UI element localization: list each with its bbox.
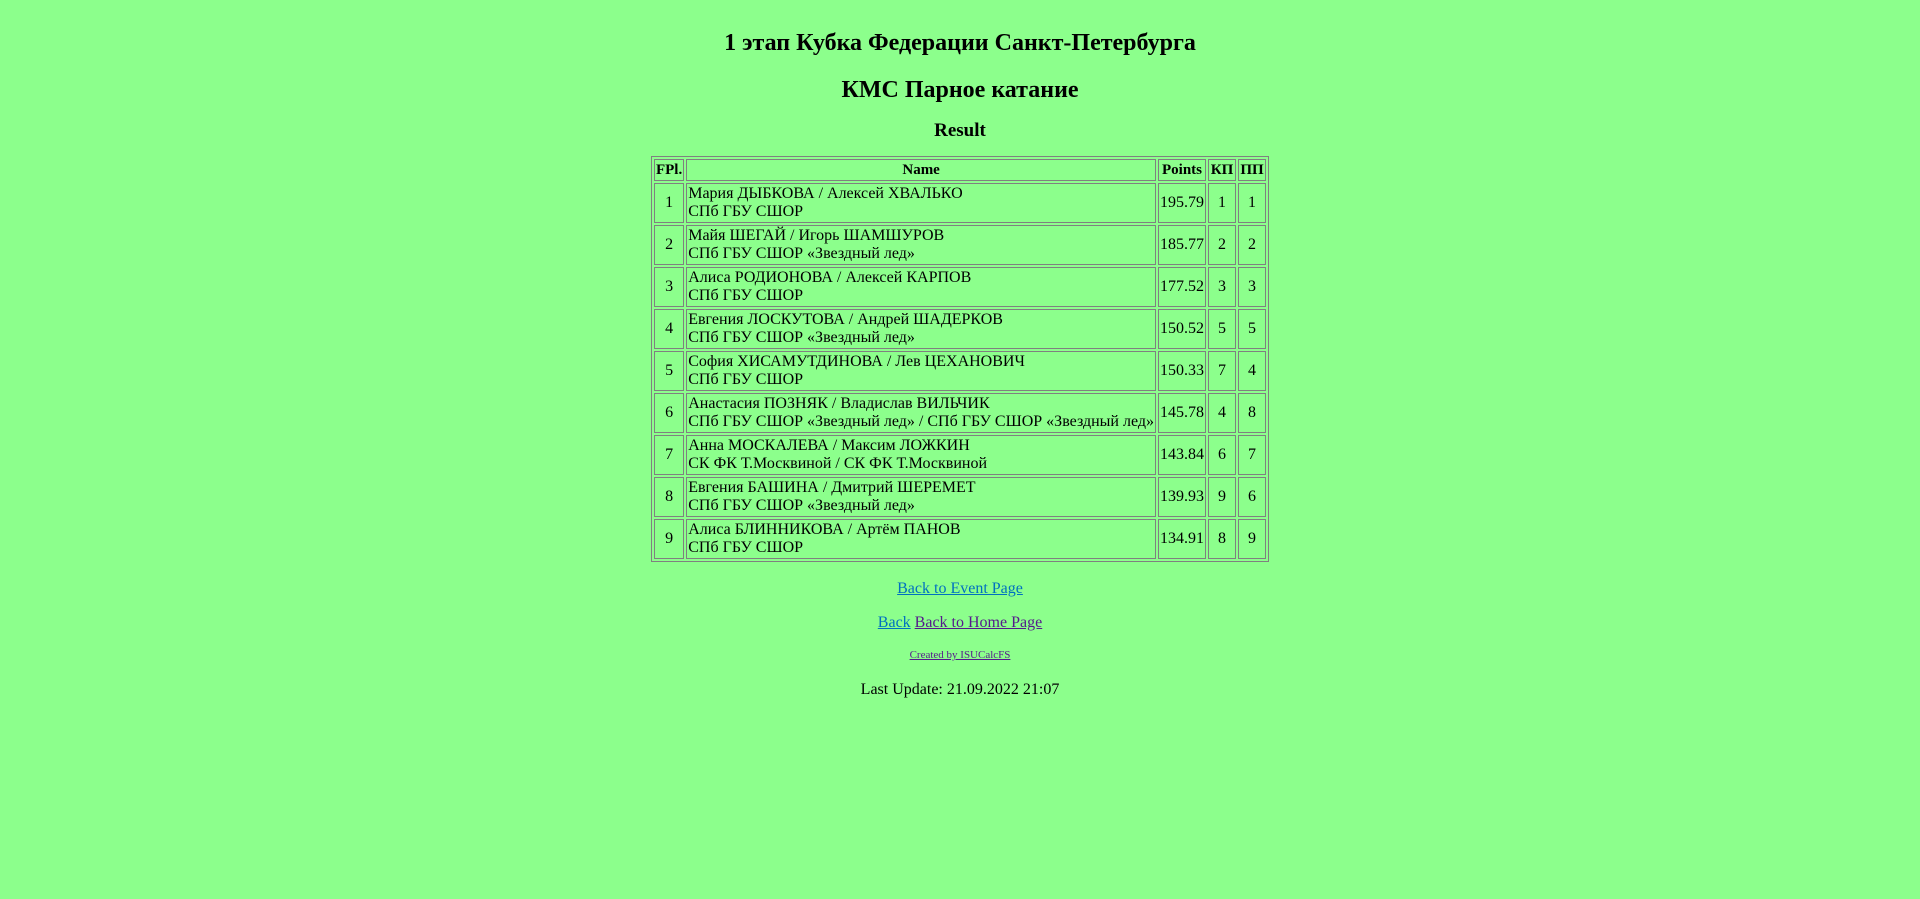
name-cell [686,183,1156,223]
free-skating-rank-cell: 4 [1238,351,1266,391]
skaters-name: Алиса РОДИОНОВА / Алексей КАРПОВ [688,269,972,286]
club-name: СПб ГБУ СШОР «Звездный лед» [688,245,915,262]
name-cell [686,435,1156,475]
category-title: КМС Парное катание [841,77,1079,103]
club-name: СПб ГБУ СШОР [688,287,804,304]
name-cell [686,309,1156,349]
points-cell: 185.77 [1158,225,1206,265]
place-cell: 9 [654,519,684,559]
skaters-name: Евгения БАШИНА / Дмитрий ШЕРЕМЕТ [688,479,976,496]
last-update: Last Update: 21.09.2022 21:07 [860,681,1060,698]
results-table [651,156,1269,562]
club-name: СПб ГБУ СШОР «Звездный лед» / СПб ГБУ СШОР «Звездный лед» [688,413,1155,430]
created-by-link[interactable]: Created by ISUCalcFS [909,649,1011,661]
free-skating-rank-cell: 9 [1238,519,1266,559]
short-program-rank-cell: 5 [1208,309,1236,349]
column-header-free-skating: ПП [1238,159,1266,181]
table-row [654,267,1266,307]
free-skating-rank-cell: 3 [1238,267,1266,307]
navigation-links [0,562,1920,699]
name-cell [686,519,1156,559]
column-header-points: Points [1158,159,1206,181]
points-cell: 195.79 [1158,183,1206,223]
back-link[interactable]: Back [877,614,911,631]
back-to-event-page-link[interactable]: Back to Event Page [897,580,1023,597]
place-cell: 1 [654,183,684,223]
name-cell [686,351,1156,391]
place-cell: 4 [654,309,684,349]
table-row [654,393,1266,433]
free-skating-rank-cell: 7 [1238,435,1266,475]
event-link-line [0,562,1920,598]
points-cell: 134.91 [1158,519,1206,559]
table-header-row [654,159,1266,181]
place-cell: 8 [654,477,684,517]
points-cell: 177.52 [1158,267,1206,307]
club-name: СПб ГБУ СШОР [688,203,804,220]
back-links-line [0,598,1920,632]
club-name: СК ФК Т.Москвиной / СК ФК Т.Москвиной [688,455,988,472]
points-cell: 150.33 [1158,351,1206,391]
short-program-rank-cell: 7 [1208,351,1236,391]
table-row [654,435,1266,475]
place-cell: 6 [654,393,684,433]
skaters-name: Евгения ЛОСКУТОВА / Андрей ШАДЕРКОВ [688,311,1003,328]
column-header-name: Name [686,159,1156,181]
skaters-name: София ХИСАМУТДИНОВА / Лев ЦЕХАНОВИЧ [688,353,1025,370]
skaters-name: Анастасия ПОЗНЯК / Владислав ВИЛЬЧИК [688,395,990,412]
points-cell: 145.78 [1158,393,1206,433]
free-skating-rank-cell: 6 [1238,477,1266,517]
segment-title: Result [934,120,986,141]
skaters-name: Майя ШЕГАЙ / Игорь ШАМШУРОВ [688,227,945,244]
name-cell [686,267,1156,307]
place-cell: 2 [654,225,684,265]
short-program-rank-cell: 9 [1208,477,1236,517]
club-name: СПб ГБУ СШОР [688,539,804,556]
name-cell [686,477,1156,517]
event-title: 1 этап Кубка Федерации Санкт-Петербурга [724,30,1196,56]
short-program-rank-cell: 4 [1208,393,1236,433]
column-header-short-program: КП [1208,159,1236,181]
table-row [654,183,1266,223]
skaters-name: Алиса БЛИННИКОВА / Артём ПАНОВ [688,521,961,538]
skaters-name: Анна МОСКАЛЕВА / Максим ЛОЖКИН [688,437,970,454]
table-row [654,477,1266,517]
table-row [654,225,1266,265]
short-program-rank-cell: 6 [1208,435,1236,475]
club-name: СПб ГБУ СШОР «Звездный лед» [688,497,915,514]
skaters-name: Мария ДЫБКОВА / Алексей ХВАЛЬКО [688,185,963,202]
club-name: СПб ГБУ СШОР [688,371,804,388]
table-row [654,351,1266,391]
points-cell: 139.93 [1158,477,1206,517]
place-cell: 7 [654,435,684,475]
created-by-line [0,632,1920,662]
free-skating-rank-cell: 8 [1238,393,1266,433]
place-cell: 3 [654,267,684,307]
table-row [654,309,1266,349]
club-name: СПб ГБУ СШОР «Звездный лед» [688,329,915,346]
column-header-place: FPl. [654,159,684,181]
short-program-rank-cell: 1 [1208,183,1236,223]
points-cell: 150.52 [1158,309,1206,349]
free-skating-rank-cell: 5 [1238,309,1266,349]
table-row [654,519,1266,559]
free-skating-rank-cell: 2 [1238,225,1266,265]
free-skating-rank-cell: 1 [1238,183,1266,223]
short-program-rank-cell: 3 [1208,267,1236,307]
short-program-rank-cell: 8 [1208,519,1236,559]
place-cell: 5 [654,351,684,391]
name-cell [686,393,1156,433]
points-cell: 143.84 [1158,435,1206,475]
back-to-home-page-link[interactable]: Back to Home Page [914,614,1043,631]
name-cell [686,225,1156,265]
short-program-rank-cell: 2 [1208,225,1236,265]
